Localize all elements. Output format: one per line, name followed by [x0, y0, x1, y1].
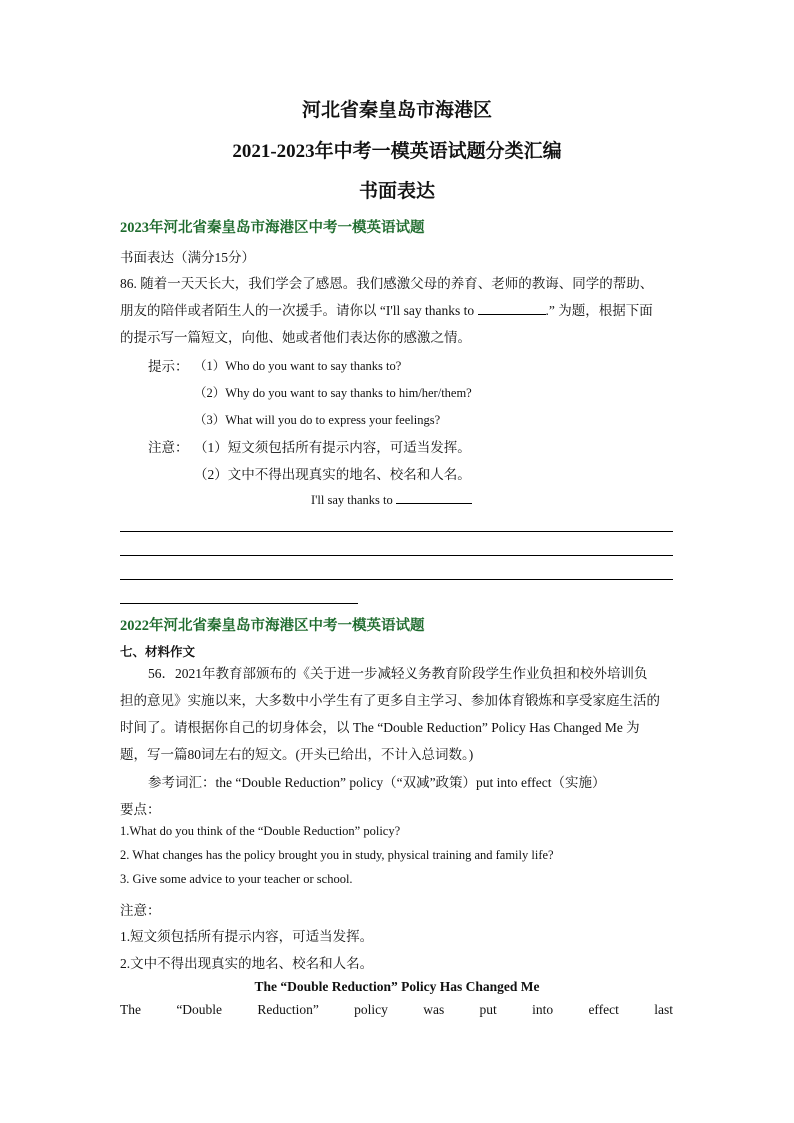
document-title-compilation: 2021-2023年中考一模英语试题分类汇编 — [232, 141, 562, 162]
part-label: 七、材料作文 — [120, 645, 196, 659]
question-86-line-2 — [120, 299, 653, 319]
tip-3: （3）What will you do to express your feelings? — [194, 413, 441, 427]
essay-word: put — [479, 1002, 497, 1017]
question-86-line-2-before: 朋友的陪伴或者陌生人的一次援手。请你以 “I'll say thanks to — [120, 303, 475, 318]
reference-vocabulary: 参考词汇：the “Double Reduction” policy（“双减”政策）put into effect（实施） — [148, 775, 606, 790]
section-heading-2022: 2022年河北省秦皇岛市海港区中考一模英语试题 — [120, 618, 425, 634]
writing-line-1 — [120, 531, 673, 532]
question-86-line-2-after: .” 为题，根据下面 — [545, 303, 653, 318]
essay-word: The — [120, 1002, 141, 1017]
question-type-label: 书面表达（满分15分） — [120, 250, 255, 265]
note-1-2022: 1.短文须包括所有提示内容，可适当发挥。 — [120, 929, 374, 944]
note-2-2023: （2）文中不得出现真实的地名、校名和人名。 — [194, 467, 471, 482]
essay-word: “Double — [176, 1002, 223, 1017]
essay-title-blank — [396, 491, 472, 504]
writing-line-3 — [120, 579, 673, 580]
essay-word: policy — [354, 1002, 388, 1017]
question-56-line-2: 担的意见》实施以来，大多数中小学生有了更多自主学习、参加体育锻炼和享受家庭生活的 — [120, 693, 660, 708]
essay-word: Reduction” — [257, 1002, 319, 1017]
point-1: 1.What do you think of the “Double Reduction” policy? — [120, 824, 401, 838]
essay-word: last — [654, 1002, 673, 1017]
essay-opening-line — [120, 1002, 673, 1018]
essay-title-2023 — [311, 491, 472, 508]
tips-label: 提示： — [148, 359, 189, 374]
question-86-line-1: 86. 随着一天天长大，我们学会了感恩。我们感激父母的养育、老师的教诲、同学的帮助、 — [120, 276, 654, 291]
title-blank — [478, 302, 546, 315]
document-title-topic: 书面表达 — [358, 181, 435, 202]
writing-line-4 — [120, 603, 358, 604]
essay-word: effect — [588, 1002, 619, 1017]
question-56-line-4: 题，写一篇80词左右的短文。(开头已给出，不计入总词数。) — [120, 747, 474, 762]
question-56-line-1: 56．2021年教育部颁布的《关于进一步减轻义务教育阶段学生作业负担和校外培训负 — [148, 666, 648, 681]
essay-word: was — [423, 1002, 445, 1017]
notes-label-2022: 注意： — [120, 903, 161, 918]
document-title-region: 河北省秦皇岛市海港区 — [301, 100, 492, 121]
tip-2: （2）Why do you want to say thanks to him/her/them? — [194, 386, 472, 400]
essay-title-text: I'll say thanks to — [311, 493, 393, 507]
section-heading-2023: 2023年河北省秦皇岛市海港区中考一模英语试题 — [120, 220, 425, 236]
points-label: 要点： — [120, 802, 161, 817]
question-56-line-3: 时间了。请根据你自己的切身体会，以 The “Double Reduction” Policy Has Changed Me 为 — [120, 720, 640, 735]
essay-word: into — [532, 1002, 554, 1017]
question-86-line-3: 的提示写一篇短文，向他、她或者他们表达你的感激之情。 — [120, 330, 471, 345]
essay-title-2022: The “Double Reduction” Policy Has Changed Me — [254, 979, 540, 994]
writing-line-2 — [120, 555, 673, 556]
tip-1: （1）Who do you want to say thanks to? — [194, 359, 402, 373]
note-1-2023: （1）短文须包括所有提示内容，可适当发挥。 — [194, 440, 471, 455]
note-2-2022: 2.文中不得出现真实的地名、校名和人名。 — [120, 956, 374, 971]
notes-label-2023: 注意： — [148, 440, 189, 455]
point-2: 2. What changes has the policy brought you in study, physical training and family life? — [120, 848, 554, 862]
point-3: 3. Give some advice to your teacher or school. — [120, 872, 353, 886]
